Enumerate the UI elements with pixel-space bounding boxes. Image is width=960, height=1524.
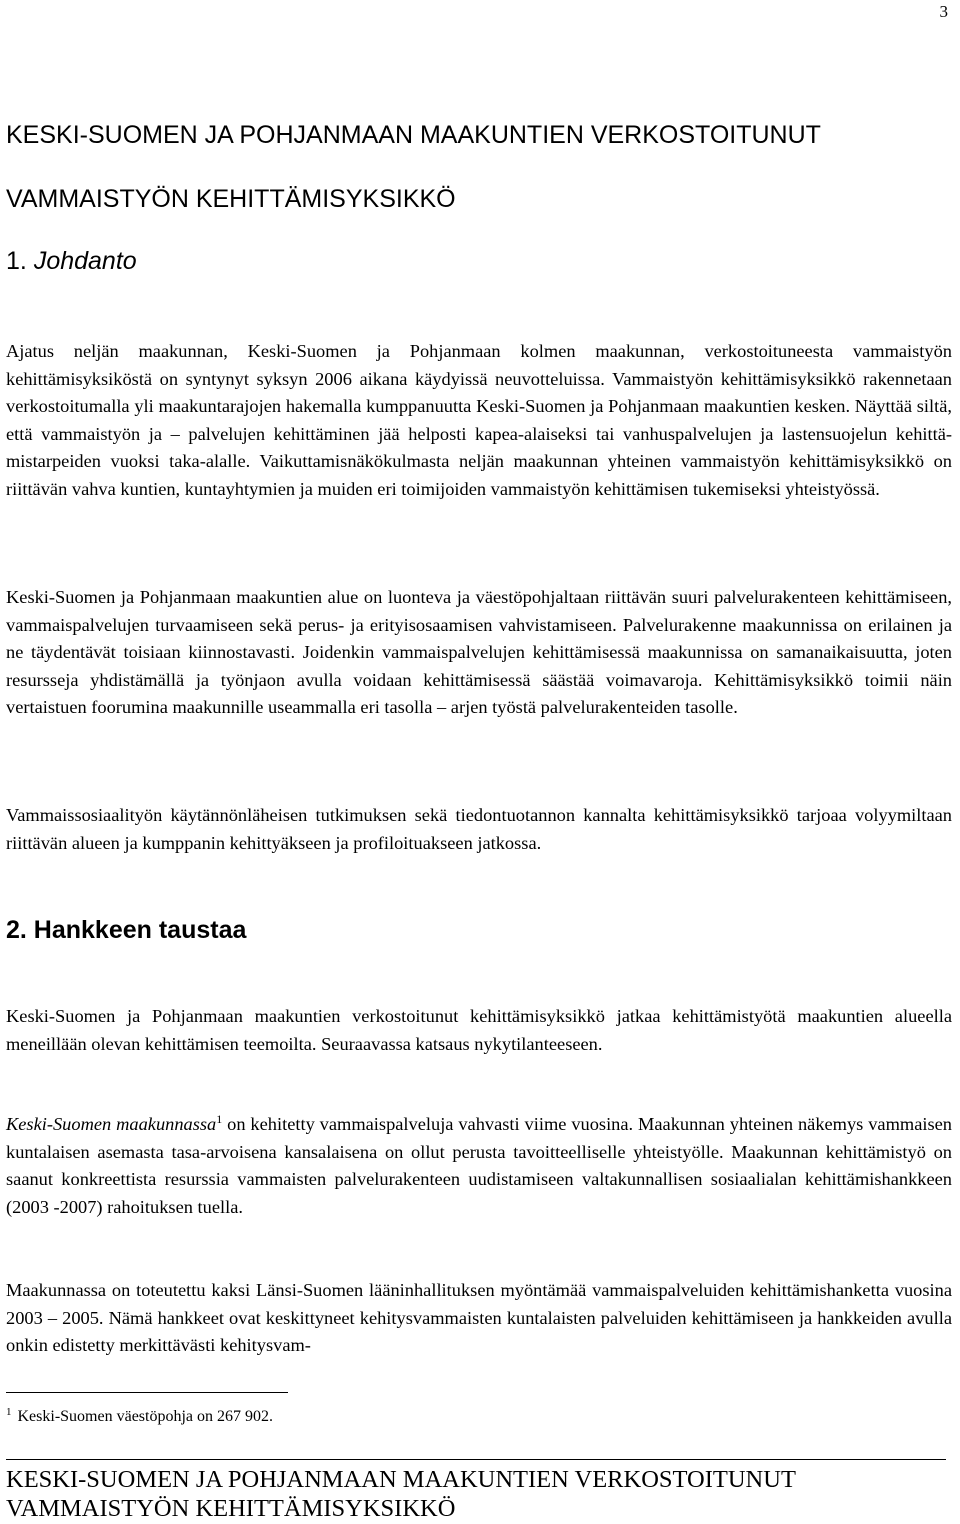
section-1-heading: [6, 247, 137, 276]
background-paragraph-2-text: on kehitetty vammaispalveluja vahvasti viime vuosina. Maakunnan yhteinen näkemys vammaisen kuntalaisen asemasta tasa-arvoisena kansalaisena on ollut perusta tavoitteelliselle yhteistyölle. Maakunnan kehittämistyö on saanut konkreettista resurssia vammaisten palvelurakenteen uudistamiseen valtakunnallisen sosiaalialan kehittämishankkeen (2003 -2007) rahoituksen tuella.: [6, 1114, 952, 1217]
footer-line-1: KESKI-SUOMEN JA POHJANMAAN MAAKUNTIEN VERKOSTOITUNUT: [6, 1466, 796, 1493]
document-title-line-2: VAMMAISTYÖN KEHITTÄMISYKSIKKÖ: [6, 185, 456, 213]
section-2-heading: 2. Hankkeen taustaa: [6, 916, 247, 944]
document-title-line-1: KESKI-SUOMEN JA POHJANMAAN MAAKUNTIEN VERKOSTOITUNUT: [6, 121, 821, 149]
region-name-italic: Keski-Suomen maakunnassa: [6, 1114, 217, 1134]
intro-paragraph-2: Keski-Suomen ja Pohjanmaan maakuntien alue on luonteva ja väestöpohjaltaan riittävän suuri palvelurakenteen kehittämiseen, vammaispalvelujen turvaamiseen sekä perus- ja erityisosaamisen vahvistamiseen. Palvelurakenne maakunnissa on erilainen ja ne täydentävät toisiaan kiinnostavasti. Joidenkin vammaispalvelujen kehittämisessä maakunnissa on samanaikaisuutta, joten resursseja yhdistämällä ja työnjaon avulla voidaan kehittämisessä säästää voimavaroja. Kehittämisyksikkö toimii näin vertaistuen foorumina maakunnille useammalla eri tasolla – arjen työstä palvelurakenteiden tasolle.: [6, 587, 952, 718]
footnote-mark: 1: [6, 1406, 12, 1418]
intro-paragraph-3: Vammaissosiaalityön käytännönläheisen tutkimuksen sekä tiedontuotannon kannalta kehittämisyksikkö tarjoaa volyymiltaan riittävän alueen ja kumppanin kehittyäkseen ja profiloituakseen jatkossa.: [6, 805, 952, 853]
intro-paragraph-1: Ajatus neljän maakunnan, Keski-Suomen ja Pohjanmaan kolmen maakunnan, verkostoituneesta vammaistyön kehittämisyksiköstä on syntynyt syksyn 2006 aikana käydyissä neuvotteluissa. Vammaistyön kehittämisyksikkö rakennetaan verkostoitumalla yli maakuntarajojen hakemalla kumppanuutta Keski-Suomen ja Pohjanmaan maakuntien kesken. Näyttää siltä, että vammaistyön ja – palvelujen kehittäminen jää helposti kapea-alaiseksi tai vanhuspalvelujen ja lastensuojelun kehittämistarpeiden vuoksi taka-alalle. Vaikuttamisnäkökulmasta neljän maakunnan yhteinen vammaistyön kehittämisyksikkö on riittävän vahva kuntien, kuntayhtymien ja muiden eri toimijoiden vammaistyön kehittämisen tukemiseksi yhteistyössä.: [6, 341, 952, 499]
background-paragraph-3: Maakunnassa on toteutettu kaksi Länsi-Suomen lääninhallituksen myöntämää vammaispalveluiden kehittämishanketta vuosina 2003 – 2005. Nämä hankkeet ovat keskittyneet kehitysvammaisten kuntalaisten palveluiden kehittämiseen ja hankkeiden avulla onkin edistetty merkittävästi kehitysvam-: [6, 1280, 952, 1356]
footnote-text: Keski-Suomen väestöpohja on 267 902.: [17, 1408, 274, 1425]
footer-line-2: VAMMAISTYÖN KEHITTÄMISYKSIKKÖ: [6, 1495, 456, 1522]
background-paragraph-1: Keski-Suomen ja Pohjanmaan maakuntien verkostoitunut kehittämisyksikkö jatkaa kehittämistyötä maakuntien alueella meneillään olevan kehittämisen teemoilta. Seuraavassa katsaus nykytilanteeseen.: [6, 1006, 952, 1054]
page-number: 3: [939, 2, 948, 21]
footnote-reference: 1: [216, 1112, 223, 1126]
section-1-title: Johdanto: [33, 247, 137, 275]
footnote: [6, 1408, 273, 1426]
footer-separator: [6, 1459, 946, 1460]
section-1-number: 1.: [6, 247, 27, 275]
background-paragraph-2: [6, 1111, 952, 1221]
footnote-separator: [6, 1392, 288, 1393]
